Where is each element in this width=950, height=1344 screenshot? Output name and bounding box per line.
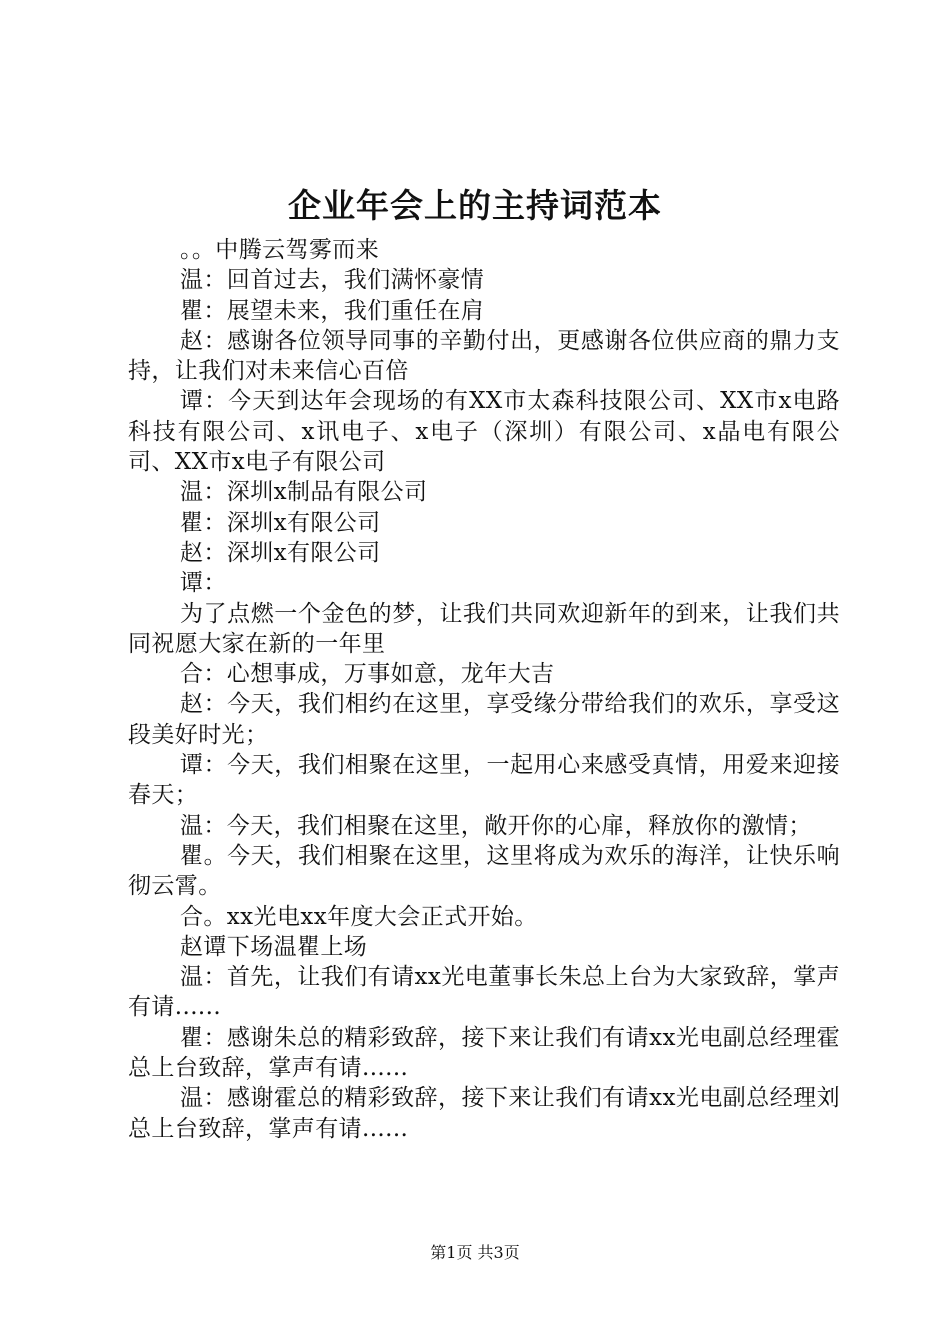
paragraph: 瞿：感谢朱总的精彩致辞，接下来让我们有请xx光电副总经理霍总上台致辞，掌声有请......: [128, 1024, 840, 1082]
paragraph: 为了点燃一个金色的梦，让我们共同欢迎新年的到来，让我们共同祝愿大家在新的一年里: [128, 600, 840, 657]
paragraph: 赵：今天，我们相约在这里，享受缘分带给我们的欢乐，享受这段美好时光；: [128, 691, 840, 748]
paragraph: 瞿：展望未来，我们重任在肩: [180, 297, 485, 324]
paragraph: 合。xx光电xx年度大会正式开始。: [180, 903, 538, 930]
document-title: 企业年会上的主持词范本: [288, 186, 662, 225]
paragraph: 赵谭下场温瞿上场: [180, 933, 368, 960]
paragraph: 温：首先，让我们有请xx光电董事长朱总上台为大家致辞，掌声有请......: [128, 964, 840, 1021]
paragraph: 赵：深圳x有限公司: [180, 539, 381, 566]
paragraph: 。。中腾云驾雾而来: [180, 237, 380, 263]
page-number-footer: 第1页 共3页: [430, 1243, 520, 1262]
paragraph: 谭：: [180, 570, 227, 597]
paragraph: 温：感谢霍总的精彩致辞，接下来让我们有请xx光电副总经理刘总上台致辞，掌声有请......: [128, 1085, 840, 1142]
paragraph: 温：深圳x制品有限公司: [180, 479, 428, 506]
paragraph: 温：回首过去，我们满怀豪情: [180, 267, 485, 294]
document-body: [128, 235, 840, 1144]
paragraph: 合：心想事成，万事如意，龙年大吉: [180, 661, 555, 688]
paragraph: 赵：感谢各位领导同事的辛勤付出，更感谢各位供应商的鼎力支持，让我们对未来信心百倍: [128, 327, 840, 385]
paragraph: 瞿：深圳x有限公司: [180, 509, 381, 536]
paragraph: 谭：今天，我们相聚在这里，一起用心来感受真情，用爱来迎接春天；: [128, 752, 840, 809]
paragraph: 谭：今天到达年会现场的有XX市太森科技限公司、XX市x电路科技有限公司、x讯电子、x电子（深圳）有限公司、x晶电有限公司、XX市x电子有限公司: [128, 388, 840, 476]
paragraph: 温：今天，我们相聚在这里，敞开你的心扉，释放你的激情；: [180, 812, 812, 839]
paragraph: 瞿。今天，我们相聚在这里，这里将成为欢乐的海洋，让快乐响彻云霄。: [128, 842, 840, 900]
